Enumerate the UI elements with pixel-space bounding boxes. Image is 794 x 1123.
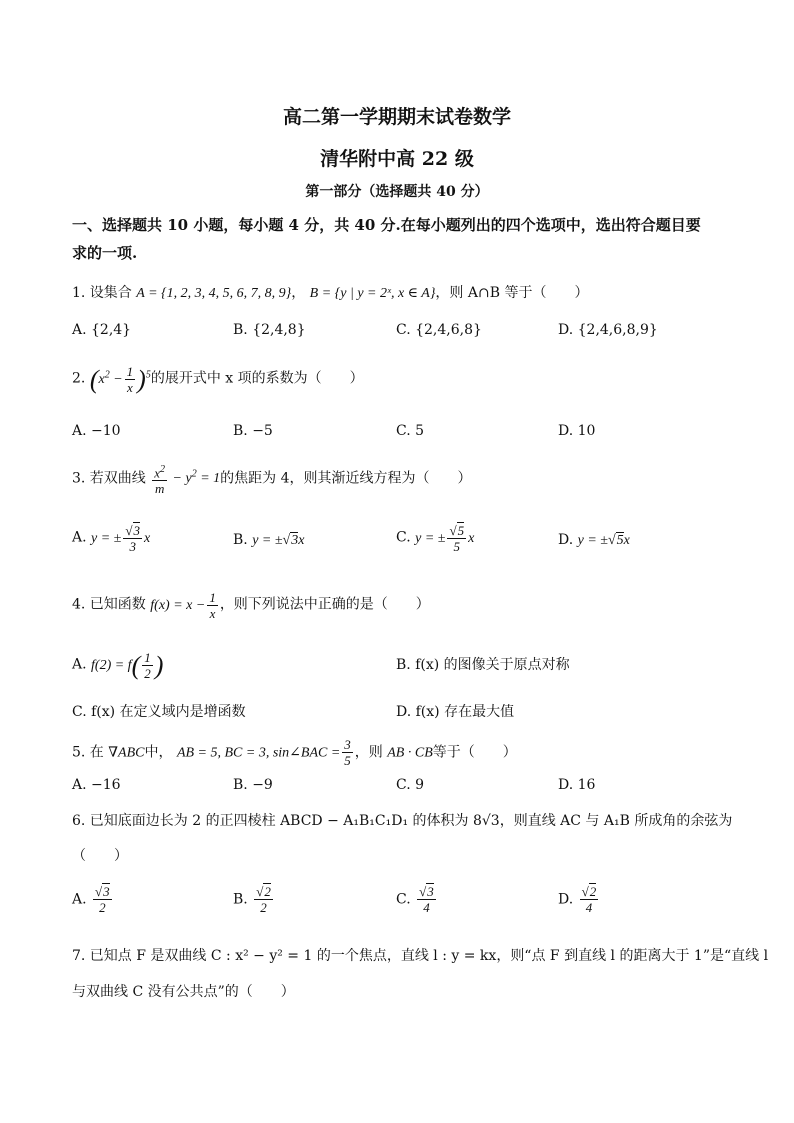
q1-option-b: B. {2,4,8} xyxy=(233,322,306,338)
q2-option-a: A. −10 xyxy=(72,423,121,439)
q6-option-c: C. $\frac{√3}{4}$ xyxy=(396,884,434,915)
vector-dot-product: AB · CB xyxy=(387,745,433,761)
q6-option-a: A. $\frac{√3}{2}$ xyxy=(72,884,110,915)
q1-option-c: C. {2,4,6,8} xyxy=(396,322,482,338)
question-3: 3. 若双曲线 $\frac{x^2}{m}$ − $y^2 = 1$的焦距为 4，则其渐近线方程为（ ） xyxy=(72,464,472,497)
q5-option-c: C. 9 xyxy=(396,777,425,793)
section-instructions-line2: 求的一项. xyxy=(72,244,138,262)
hyperbola-equation: $\frac{x^2}{m}$ − $y^2 = 1$ xyxy=(154,464,221,497)
q6-option-d: D. $\frac{√2}{4}$ xyxy=(558,884,597,915)
q3-option-a: A. y = ± $\frac{√3}{3}$ x xyxy=(72,523,151,554)
school-label: 清华附中高 22 级 xyxy=(320,148,474,170)
section-instructions-line1: 一、选择题共 10 小题，每小题 4 分，共 40 分.在每小题列出的四个选项中，选出符合题目要 xyxy=(72,216,701,234)
q3-option-c: C. y = ± $\frac{√5}{5}$ x xyxy=(396,523,475,554)
q1-option-d: D. {2,4,6,8,9} xyxy=(558,322,658,338)
q4-option-c: C. f(x) 在定义域内是增函数 xyxy=(72,704,246,720)
q3-option-d: D. y = ±√5x xyxy=(558,532,630,548)
function-definition: f(x) = x − $\frac{1}{x}$ xyxy=(150,590,216,621)
q4-option-a: A. f(2) = f( $\frac{1}{2}$ ) xyxy=(72,650,164,681)
binomial-expression: ($x^2$ − $\frac{1}{x}$ )$^5$ xyxy=(89,364,151,395)
q5-option-d: D. 16 xyxy=(558,777,596,793)
question-6-line2: （ ） xyxy=(72,848,128,864)
q4-option-d: D. f(x) 存在最大值 xyxy=(396,704,515,720)
question-7-line2: 与双曲线 C 没有公共点”的（ ） xyxy=(72,984,295,1000)
question-2: 2. ($x^2$ − $\frac{1}{x}$ )$^5$的展开式中 x 项的系数为（ ） xyxy=(72,364,364,395)
question-7-line1: 7. 已知点 F 是双曲线 C : x² − y² = 1 的一个焦点，直线 l : y = kx，则“点 F 到直线 l 的距离大于 1”是“直线 l xyxy=(72,948,769,964)
q1-option-a: A. {2,4} xyxy=(72,322,132,338)
q2-option-b: B. −5 xyxy=(233,423,273,439)
q5-option-a: A. −16 xyxy=(72,777,121,793)
question-4: 4. 已知函数 f(x) = x − $\frac{1}{x}$ ，则下列说法中正确的是（ ） xyxy=(72,590,430,621)
q2-option-d: D. 10 xyxy=(558,423,596,439)
set-b-expression: B = {y | y = 2ˣ, x ∈ A} xyxy=(309,286,436,301)
q6-option-b: B. $\frac{√2}{2}$ xyxy=(233,884,271,915)
set-a-expression: A = {1, 2, 3, 4, 5, 6, 7, 8, 9} xyxy=(136,286,292,301)
question-5: 5. 在 ∇ABC中， AB = 5, BC = 3, sin∠BAC = $\frac{3}{5}$ ，则 AB · CB等于（ ） xyxy=(72,737,517,768)
question-6-line1: 6. 已知底面边长为 2 的正四棱柱 ABCD − A₁B₁C₁D₁ 的体积为 8√3，则直线 AC 与 A₁B 所成角的余弦为 xyxy=(72,813,733,829)
exam-title: 高二第一学期期末试卷数学 xyxy=(282,106,511,128)
q3-option-b: B. y = ±√3x xyxy=(233,532,305,548)
part-heading: 第一部分（选择题共 40 分） xyxy=(305,184,489,200)
question-1: 1. 设集合 A = {1, 2, 3, 4, 5, 6, 7, 8, 9}， B = {y | y = 2ˣ, x ∈ A}，则 A∩B 等于（ ） xyxy=(72,285,589,301)
q2-option-c: C. 5 xyxy=(396,423,425,439)
q4-option-b: B. f(x) 的图像关于原点对称 xyxy=(396,657,570,673)
q5-option-b: B. −9 xyxy=(233,777,273,793)
